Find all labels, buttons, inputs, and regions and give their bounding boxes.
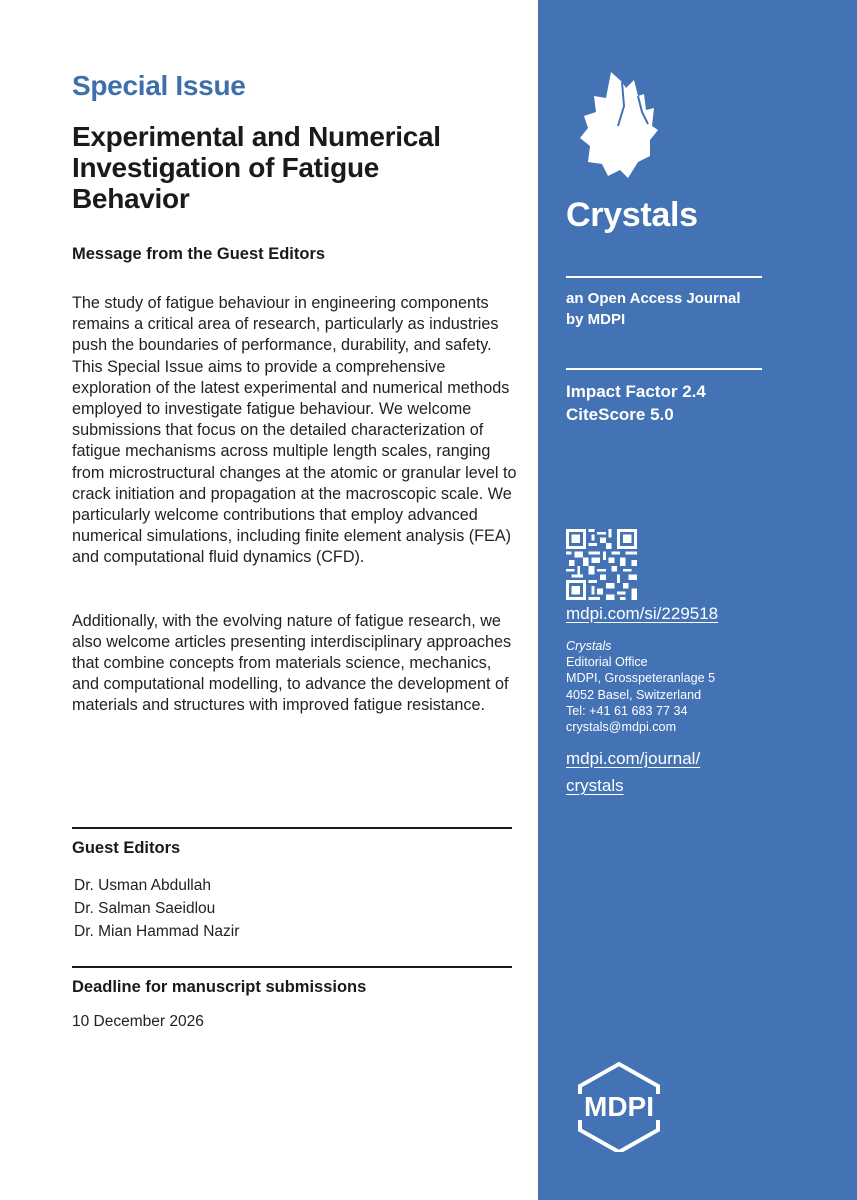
office-journal: Crystals (566, 639, 612, 653)
divider (72, 966, 512, 968)
guest-editor-name: Dr. Usman Abdullah (74, 877, 211, 894)
journal-link[interactable] (566, 745, 700, 799)
qr-code-icon[interactable] (566, 529, 637, 600)
message-heading: Message from the Guest Editors (72, 245, 326, 263)
message-body (72, 293, 522, 717)
editorial-office-address (566, 638, 715, 735)
guest-editor-name: Dr. Mian Hammad Nazir (74, 923, 240, 940)
guest-editors-heading: Guest Editors (72, 839, 181, 857)
citescore: CiteScore 5.0 (566, 405, 674, 424)
tagline-line: by MDPI (566, 311, 626, 328)
divider (566, 368, 762, 370)
office-line: 4052 Basel, Switzerland (566, 687, 702, 702)
special-issue-link[interactable]: mdpi.com/si/229518 (566, 604, 719, 623)
divider (566, 276, 762, 278)
divider (72, 827, 512, 829)
message-paragraph: Additionally, with the evolving nature of fatigue research, we also welcome articles presenting interdisciplinary approaches that combine concepts from materials science, mechanics, and computational modelling, to advance the development of materials and structures with improved fatigue resistance. (72, 611, 512, 715)
journal-metrics (566, 380, 706, 426)
crystals-logo-icon (578, 66, 668, 181)
message-paragraph: This Special Issue aims to provide a comprehensive exploration of the latest experimental and numerical methods employed to investigate fatigue behaviour. We welcome submissions that focus on the detailed characterization of fatigue mechanisms across multiple length scales, ranging from microstructural changes at the atomic or granular level to crack initiation and propagation at the macroscopic scale. We particularly welcome contributions that employ advanced numerical simulations, including finite element analysis (FEA) and computational fluid dynamics (CFD). (72, 357, 517, 567)
journal-tagline (566, 288, 741, 330)
guest-editors-list (74, 874, 239, 943)
journal-link-line[interactable]: mdpi.com/journal/ (566, 749, 701, 768)
impact-factor: Impact Factor 2.4 (566, 382, 706, 401)
message-paragraph: The study of fatigue behaviour in engineering components remains a critical area of research, particularly as industries push the boundaries of performance, durability, and safety. (72, 294, 499, 355)
office-email[interactable]: crystals@mdpi.com (566, 720, 677, 735)
office-line: MDPI, Grosspeteranlage 5 (566, 671, 716, 686)
mdpi-logo-icon (566, 1060, 672, 1152)
deadline-date: 10 December 2026 (72, 1013, 204, 1030)
tagline-line: an Open Access Journal (566, 290, 741, 307)
guest-editor-name: Dr. Salman Saeidlou (74, 900, 216, 917)
journal-name: Crystals (566, 196, 698, 234)
office-line: Editorial Office (566, 655, 648, 670)
office-phone: Tel: +41 61 683 77 34 (566, 703, 688, 718)
mdpi-logo-text: MDPI (584, 1091, 654, 1122)
deadline-heading: Deadline for manuscript submissions (72, 978, 367, 996)
page-title: Experimental and Numerical Investigation of Fatigue Behavior (72, 121, 441, 214)
special-issue-label: Special Issue (72, 70, 246, 101)
journal-sidebar (538, 0, 857, 1200)
journal-link-line[interactable]: crystals (566, 776, 624, 795)
